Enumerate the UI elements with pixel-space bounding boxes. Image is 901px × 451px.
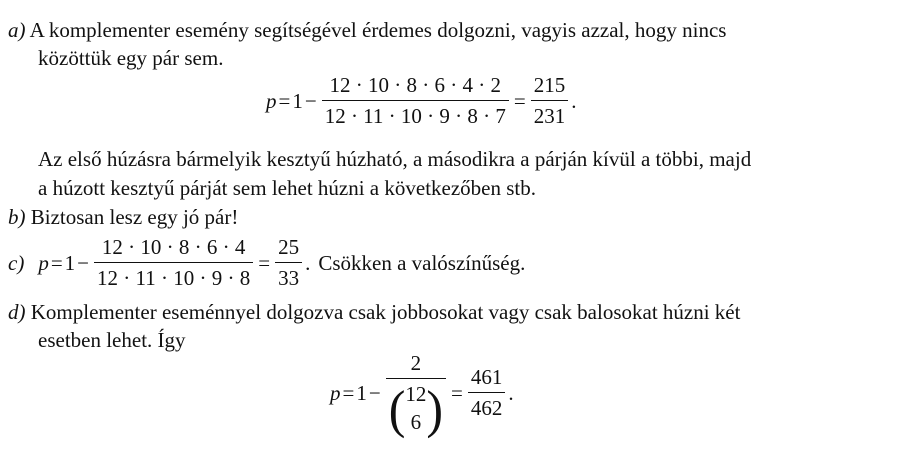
part-d-line-2 xyxy=(38,327,186,353)
part-a-line-1 xyxy=(8,17,726,43)
formula-d-result-num: 461 xyxy=(468,364,506,393)
part-d-line-1 xyxy=(8,299,740,325)
formula-c-result-num: 25 xyxy=(275,234,302,263)
formula-a-result-num: 215 xyxy=(531,72,569,101)
part-d-label: d) xyxy=(8,300,26,324)
part-b-label: b) xyxy=(8,205,26,229)
formula-d-denominator xyxy=(386,379,446,436)
formula-d-numerator: 2 xyxy=(386,350,446,379)
part-a-explain-2 xyxy=(38,175,536,201)
formula-a-var: p xyxy=(266,88,277,113)
formula-c-denominator: 12 · 11 · 10 · 9 · 8 xyxy=(97,266,251,291)
formula-c-minus: − xyxy=(77,250,90,275)
formula-c-result xyxy=(275,234,302,292)
part-a-explain-text-1: Az első húzásra bármelyik kesztyű húzható, a másodikra a párján kívül a többi, majd xyxy=(38,147,752,171)
formula-a-eq: = xyxy=(278,88,291,113)
right-paren: ) xyxy=(426,379,443,438)
binomial-top: 12 xyxy=(405,382,427,407)
formula-c-numerator: 12 · 10 · 8 · 6 · 4 xyxy=(94,234,253,263)
formula-a-result xyxy=(531,72,569,130)
part-b-line xyxy=(8,204,238,230)
part-a-text-2: közöttük egy pár sem. xyxy=(38,46,224,70)
formula-d-eq2: = xyxy=(451,380,463,405)
binomial-bottom: 6 xyxy=(410,409,422,434)
binomial-coefficient xyxy=(389,381,443,436)
formula-a-numerator: 12 · 10 · 8 · 6 · 4 · 2 xyxy=(322,72,509,101)
formula-a-minus: − xyxy=(304,88,317,113)
part-d-formula xyxy=(330,350,514,436)
formula-d-result xyxy=(468,364,506,422)
part-d-text-2: esetben lehet. Így xyxy=(38,328,186,352)
formula-c-end: . xyxy=(305,250,311,275)
part-c-label: c) xyxy=(8,250,25,275)
formula-c-result-den: 33 xyxy=(278,266,300,291)
formula-a-end: . xyxy=(571,88,577,113)
formula-d-end: . xyxy=(508,380,514,405)
formula-a-result-den: 231 xyxy=(533,104,566,129)
formula-d-result-den: 462 xyxy=(470,396,503,421)
part-a-text-1: A komplementer esemény segítségével érdemes dolgozni, vagyis azzal, hogy nincs xyxy=(29,18,727,42)
formula-a-fraction xyxy=(322,72,509,130)
part-a-explain-text-2: a húzott kesztyű párját sem lehet húzni a következőben stb. xyxy=(38,176,537,200)
part-c-text: Csökken a valószínűség. xyxy=(318,250,526,275)
formula-a-denominator: 12 · 11 · 10 · 9 · 8 · 7 xyxy=(324,104,506,129)
formula-a-eq2: = xyxy=(513,88,526,113)
formula-d-one: 1 xyxy=(356,380,367,405)
part-a-line-2 xyxy=(38,45,223,71)
formula-d-var: p xyxy=(330,380,341,405)
formula-d-eq: = xyxy=(342,380,355,405)
part-a-label: a) xyxy=(8,18,26,42)
part-c-formula-line xyxy=(8,234,525,292)
formula-c-fraction xyxy=(94,234,253,292)
formula-c-var: p xyxy=(38,250,49,275)
formula-d-minus: − xyxy=(368,380,381,405)
formula-c-eq2: = xyxy=(258,250,271,275)
part-a-formula xyxy=(266,72,576,130)
binomial-stack xyxy=(405,381,426,436)
part-b-text: Biztosan lesz egy jó pár! xyxy=(30,205,239,229)
formula-c-one: 1 xyxy=(64,250,76,275)
formula-d-fraction xyxy=(386,350,446,436)
left-paren: ( xyxy=(388,379,406,438)
formula-c-eq: = xyxy=(50,250,63,275)
part-a-explain-1 xyxy=(38,146,751,172)
part-d-text-1: Komplementer eseménnyel dolgozva csak jobbosokat vagy csak balosokat húzni két xyxy=(30,300,741,324)
formula-a-one: 1 xyxy=(292,88,303,113)
